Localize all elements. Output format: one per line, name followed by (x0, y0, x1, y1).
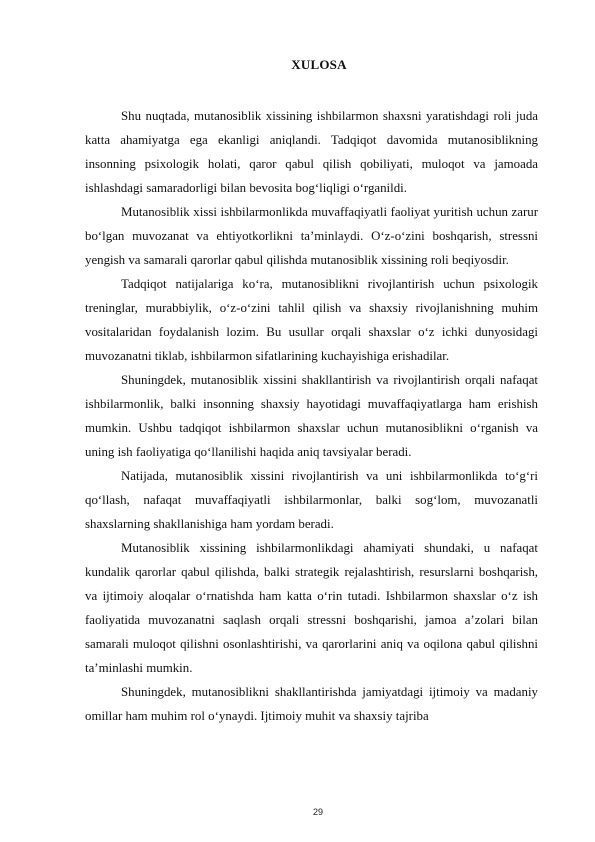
paragraph: Shu nuqtada, mutanosiblik xissining ishbilarmon shaxsni yaratishdagi roli juda katta ahamiyatga ega ekanligi aniqlandi. Tadqiqot davomida mutanosiblikning insonning psixologik holati, qaror qabul qilish qobiliyati, muloqot va jamoada ishlashdagi samaradorligi bilan bevosita bog‘liqligi o‘rganildi. (85, 109, 538, 195)
paragraph: Mutanosiblik xissi ishbilarmonlikda muvaffaqiyatli faoliyat yuritish uchun zarur bo‘lgan muvozanat va ehtiyotkorlikni ta’minlaydi. O‘z-o‘zini boshqarish, stressni yengish va samarali qarorlar qabul qilishda mutanosiblik xissining roli beqiyosdir. (85, 205, 538, 267)
document-title: XULOSA (291, 57, 347, 72)
paragraph: Shuningdek, mutanosiblikni shakllantirishda jamiyatdagi ijtimoiy va madaniy omillar ham muhim rol o‘ynaydi. Ijtimoiy muhit va shaxsiy tajriba (85, 685, 538, 723)
paragraph: Tadqiqot natijalariga ko‘ra, mutanosiblikni rivojlantirish uchun psixologik treninglar, murabbiylik, o‘z-o‘zini tahlil qilish va shaxsiy rivojlanishning muhim vositalaridan foydalanish lozim. Bu usullar orqali shaxslar o‘z ichki dunyosidagi muvozanatni tiklab, ishbilarmon sifatlarining kuchayishiga erishadilar. (85, 277, 538, 363)
document-body (85, 104, 538, 728)
paragraph: Shuningdek, mutanosiblik xissini shakllantirish va rivojlantirish orqali nafaqat ishbilarmonlik, balki insonning shaxsiy hayotidagi muvaffaqiyatlarga ham erishish mumkin. Ushbu tadqiqot ishbilarmon shaxslar uchun mutanosiblikni o‘rganish va uning ish faoliyatiga qo‘llanilishi haqida aniq tavsiyalar beradi. (85, 373, 538, 459)
page-number: 29 (312, 807, 323, 817)
paragraph: Mutanosiblik xissining ishbilarmonlikdagi ahamiyati shundaki, u nafaqat kundalik qarorlar qabul qilishda, balki strategik rejalashtirish, resurslarni boshqarish, va ijtimoiy aloqalar o‘rnatishda ham katta o‘rin tutadi. Ishbilarmon shaxslar o‘z ish faoliyatida muvozanatni saqlash orqali stressni boshqarishi, jamoa a’zolari bilan samarali muloqot qilishni osonlashtirishi, va qarorlarini aniq va oqilona qabul qilishni ta’minlashi mumkin. (85, 541, 538, 675)
paragraph: Natijada, mutanosiblik xissini rivojlantirish va uni ishbilarmonlikda to‘g‘ri qo‘llash, nafaqat muvaffaqiyatli ishbilarmonlar, balki sog‘lom, muvozanatli shaxslarning shakllanishiga ham yordam beradi. (85, 469, 538, 531)
